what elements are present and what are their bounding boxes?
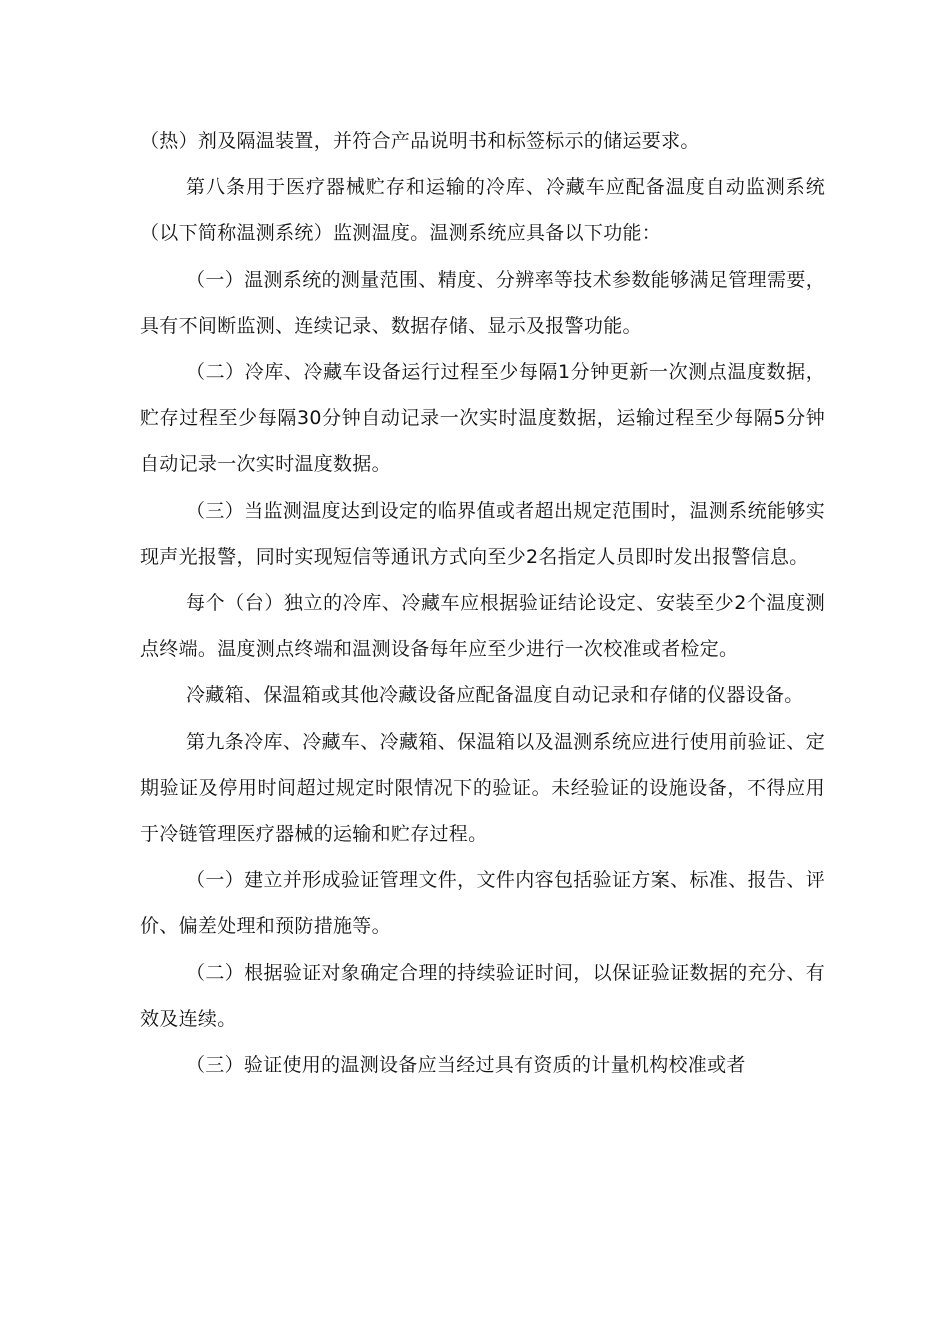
paragraph-cold-boxes: 冷藏箱、保温箱或其他冷藏设备应配备温度自动记录和存储的仪器设备。 (186, 684, 804, 707)
paragraph-continuation: （热）剂及隔温装置，并符合产品说明书和标签标示的储运要求。 (140, 130, 700, 152)
paragraph-temperature-probes: 每个（台）独立的冷库、冷藏车应根据验证结论设定、安装至少2个温度测点终端。温度测点终端和温测设备每年应至少进行一次校准或者检定。 (140, 592, 825, 661)
paragraph-article-9-item-1: （一）建立并形成验证管理文件，文件内容包括验证方案、标准、报告、评价、偏差处理和预防措施等。 (140, 869, 825, 938)
paragraph-article-9-item-3: （三）验证使用的温测设备应当经过具有资质的计量机构校准或者 (186, 1054, 746, 1077)
paragraph-article-9-item-2: （二）根据验证对象确定合理的持续验证时间，以保证验证数据的充分、有效及连续。 (140, 961, 825, 1030)
paragraph-article-8-item-1: （一）温测系统的测量范围、精度、分辨率等技术参数能够满足管理需要，具有不间断监测、连续记录、数据存储、显示及报警功能。 (140, 268, 825, 337)
paragraph-article-8-item-2: （二）冷库、冷藏车设备运行过程至少每隔1分钟更新一次测点温度数据，贮存过程至少每隔30分钟自动记录一次实时温度数据，运输过程至少每隔5分钟自动记录一次实时温度数据。 (140, 361, 825, 476)
paragraph-article-8-item-3: （三）当监测温度达到设定的临界值或者超出规定范围时，温测系统能够实现声光报警，同时实现短信等通讯方式向至少2名指定人员即时发出报警信息。 (140, 499, 825, 568)
document-body (140, 118, 825, 1088)
paragraph-article-8: 第八条用于医疗器械贮存和运输的冷库、冷藏车应配备温度自动监测系统（以下简称温测系统）监测温度。温测系统应具备以下功能： (140, 176, 825, 245)
paragraph-article-9: 第九条冷库、冷藏车、冷藏箱、保温箱以及温测系统应进行使用前验证、定期验证及停用时间超过规定时限情况下的验证。未经验证的设施设备，不得应用于冷链管理医疗器械的运输和贮存过程。 (140, 730, 825, 846)
